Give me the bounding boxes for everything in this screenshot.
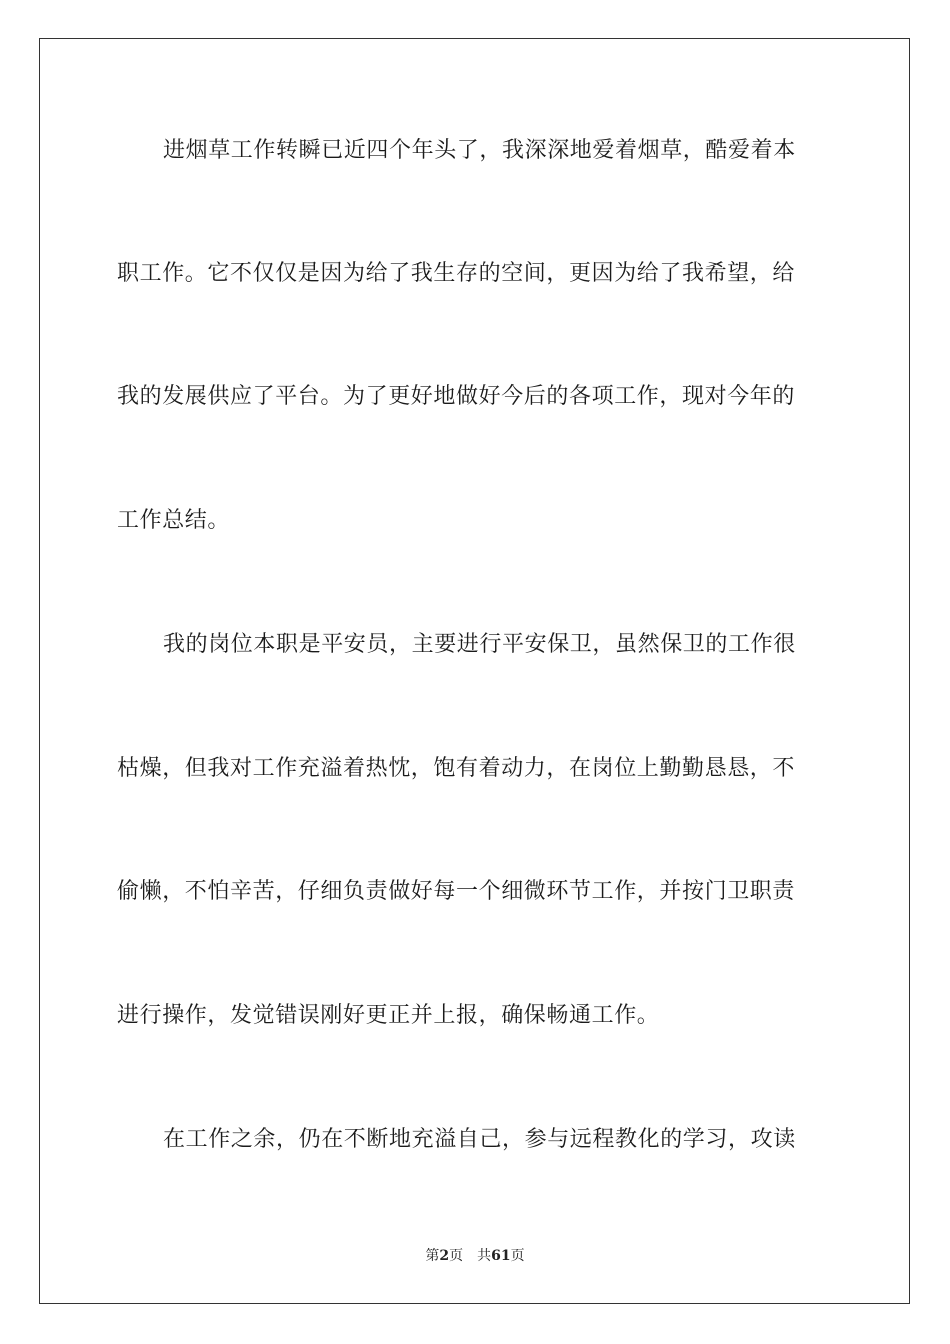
paragraph-line: 我的岗位本职是平安员，主要进行平安保卫，虽然保卫的工作很 — [163, 632, 796, 657]
paragraph-line: 职工作。它不仅仅是因为给了我生存的空间，更因为给了我希望，给 — [117, 261, 796, 286]
page-footer — [0, 1246, 950, 1266]
paragraph-line: 枯燥，但我对工作充溢着热忱，饱有着动力，在岗位上勤勤恳恳，不 — [117, 756, 796, 781]
paragraph-line: 在工作之余，仍在不断地充溢自己，参与远程教化的学习，攻读 — [163, 1127, 796, 1152]
paragraph-line: 进行操作，发觉错误刚好更正并上报，确保畅通工作。 — [117, 1003, 660, 1028]
page-prefix: 第 — [425, 1248, 440, 1264]
paragraph-line: 偷懒，不怕辛苦，仔细负责做好每一个细微环节工作，并按门卫职责 — [117, 879, 796, 904]
page-number: 2 — [439, 1248, 450, 1264]
paragraph-line: 我的发展供应了平台。为了更好地做好今后的各项工作，现对今年的 — [117, 384, 796, 409]
paragraph-line: 进烟草工作转瞬已近四个年头了，我深深地爱着烟草，酷爱着本 — [163, 138, 796, 163]
page-border — [39, 38, 910, 1304]
total-pages: 61 — [491, 1248, 511, 1264]
total-prefix: 共 — [477, 1248, 492, 1264]
total-suffix: 页 — [510, 1248, 525, 1264]
paragraph-line: 工作总结。 — [117, 508, 231, 533]
page-suffix: 页 — [449, 1248, 464, 1264]
